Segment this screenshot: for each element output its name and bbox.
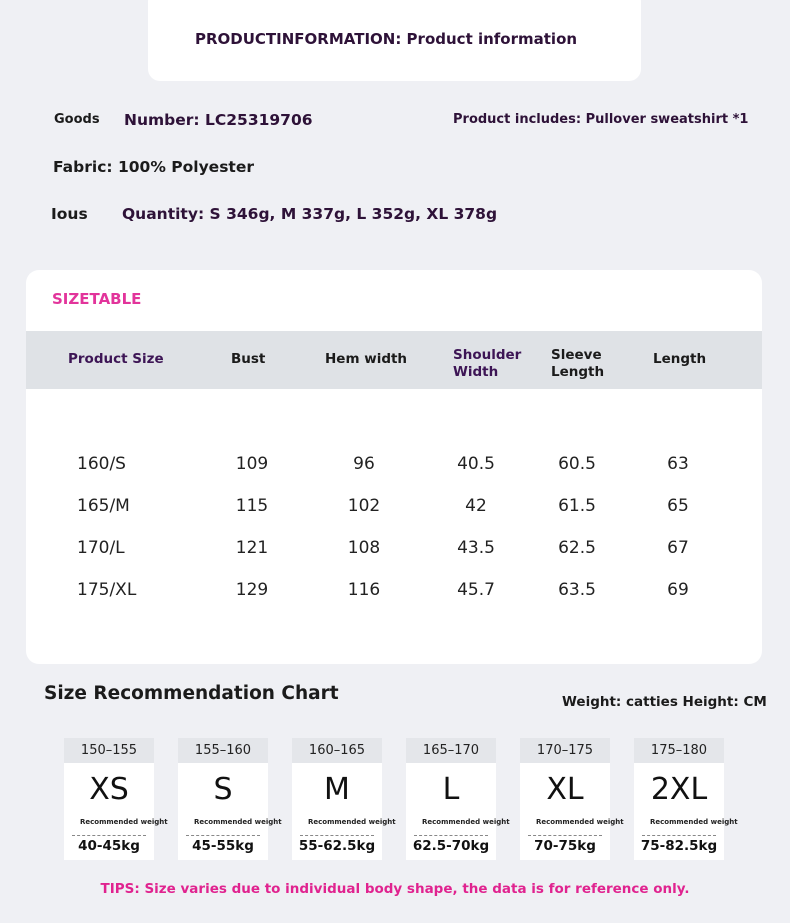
weight-range: 62.5-70kg	[412, 838, 490, 854]
size-label: XS	[89, 772, 129, 807]
recommended-weight-label: Recommended weight	[194, 818, 282, 826]
cell-product-size: 165/M	[77, 496, 130, 516]
size-label: 2XL	[650, 772, 708, 807]
header-sleeve-length: Sleeve Length	[551, 347, 605, 380]
table-row	[26, 580, 762, 622]
size-box-m	[292, 738, 396, 860]
weight-range: 70-75kg	[534, 838, 596, 854]
cell-bust: 115	[235, 496, 269, 516]
size-recommendation-title: Size Recommendation Chart	[44, 683, 339, 704]
cell-bust: 121	[235, 538, 269, 558]
dashed-divider	[300, 835, 374, 836]
cell-hem-width: 102	[347, 496, 381, 516]
product-includes: Product includes: Pullover sweatshirt *1	[453, 112, 749, 127]
cell-sleeve-length: 62.5	[558, 538, 596, 558]
cell-sleeve-length: 60.5	[558, 454, 596, 474]
cell-length: 67	[667, 538, 689, 558]
cell-shoulder-width: 40.5	[457, 454, 495, 474]
ious-label: Ious	[51, 205, 88, 223]
size-table-card	[26, 270, 762, 664]
quantity-weights: Quantity: S 346g, M 337g, L 352g, XL 378g	[122, 205, 498, 223]
size-box-xl	[520, 738, 624, 860]
product-information-title: PRODUCTINFORMATION: Product information	[195, 30, 578, 48]
cell-length: 63	[667, 454, 689, 474]
cell-hem-width: 96	[353, 454, 375, 474]
recommended-weight-label: Recommended weight	[422, 818, 510, 826]
cell-product-size: 170/L	[77, 538, 125, 558]
table-row	[26, 538, 762, 580]
cell-bust: 129	[235, 580, 269, 600]
size-box-l	[406, 738, 510, 860]
cell-length: 65	[667, 496, 689, 516]
fabric-info: Fabric: 100% Polyester	[53, 158, 254, 176]
size-box-xs	[64, 738, 168, 860]
header-hem-width: Hem width	[325, 351, 408, 367]
dashed-divider	[186, 835, 260, 836]
cell-hem-width: 116	[347, 580, 381, 600]
size-label: S	[213, 772, 233, 807]
recommended-weight-label: Recommended weight	[650, 818, 738, 826]
table-row	[26, 454, 762, 496]
weight-range: 55-62.5kg	[298, 838, 376, 854]
cell-shoulder-width: 43.5	[457, 538, 495, 558]
goods-label: Goods	[54, 112, 100, 127]
header-shoulder-width: Shoulder Width	[453, 347, 522, 380]
height-range: 175–180	[634, 738, 724, 763]
size-label: XL	[546, 772, 584, 807]
cell-sleeve-length: 61.5	[558, 496, 596, 516]
header-product-size: Product Size	[68, 351, 164, 367]
cell-length: 69	[667, 580, 689, 600]
cell-shoulder-width: 45.7	[457, 580, 495, 600]
weight-range: 45-55kg	[192, 838, 254, 854]
size-table-header	[26, 331, 762, 389]
height-range: 155–160	[178, 738, 268, 763]
recommended-weight-label: Recommended weight	[80, 818, 168, 826]
size-label: M	[324, 772, 350, 807]
dashed-divider	[72, 835, 146, 836]
dashed-divider	[414, 835, 488, 836]
size-table-title: SIZETABLE	[52, 290, 142, 308]
size-box-s	[178, 738, 282, 860]
height-range: 170–175	[520, 738, 610, 763]
size-label: L	[442, 772, 460, 807]
recommended-weight-label: Recommended weight	[308, 818, 396, 826]
recommended-weight-label: Recommended weight	[536, 818, 624, 826]
cell-hem-width: 108	[347, 538, 381, 558]
dashed-divider	[642, 835, 716, 836]
cell-sleeve-length: 63.5	[558, 580, 596, 600]
units-note: Weight: catties Height: CM	[562, 694, 767, 710]
tips-note: TIPS: Size varies due to individual body shape, the data is for reference only.	[100, 881, 690, 897]
cell-bust: 109	[235, 454, 269, 474]
goods-number: Number: LC25319706	[124, 111, 313, 129]
cell-shoulder-width: 42	[465, 496, 487, 516]
table-row	[26, 496, 762, 538]
header-length: Length	[653, 351, 707, 367]
weight-range: 40-45kg	[78, 838, 140, 854]
product-information-card	[148, 0, 641, 81]
weight-range: 75-82.5kg	[640, 838, 718, 854]
height-range: 160–165	[292, 738, 382, 763]
cell-product-size: 160/S	[77, 454, 126, 474]
dashed-divider	[528, 835, 602, 836]
cell-product-size: 175/XL	[77, 580, 137, 600]
header-bust: Bust	[231, 351, 266, 367]
height-range: 150–155	[64, 738, 154, 763]
height-range: 165–170	[406, 738, 496, 763]
size-box-2xl	[634, 738, 738, 860]
